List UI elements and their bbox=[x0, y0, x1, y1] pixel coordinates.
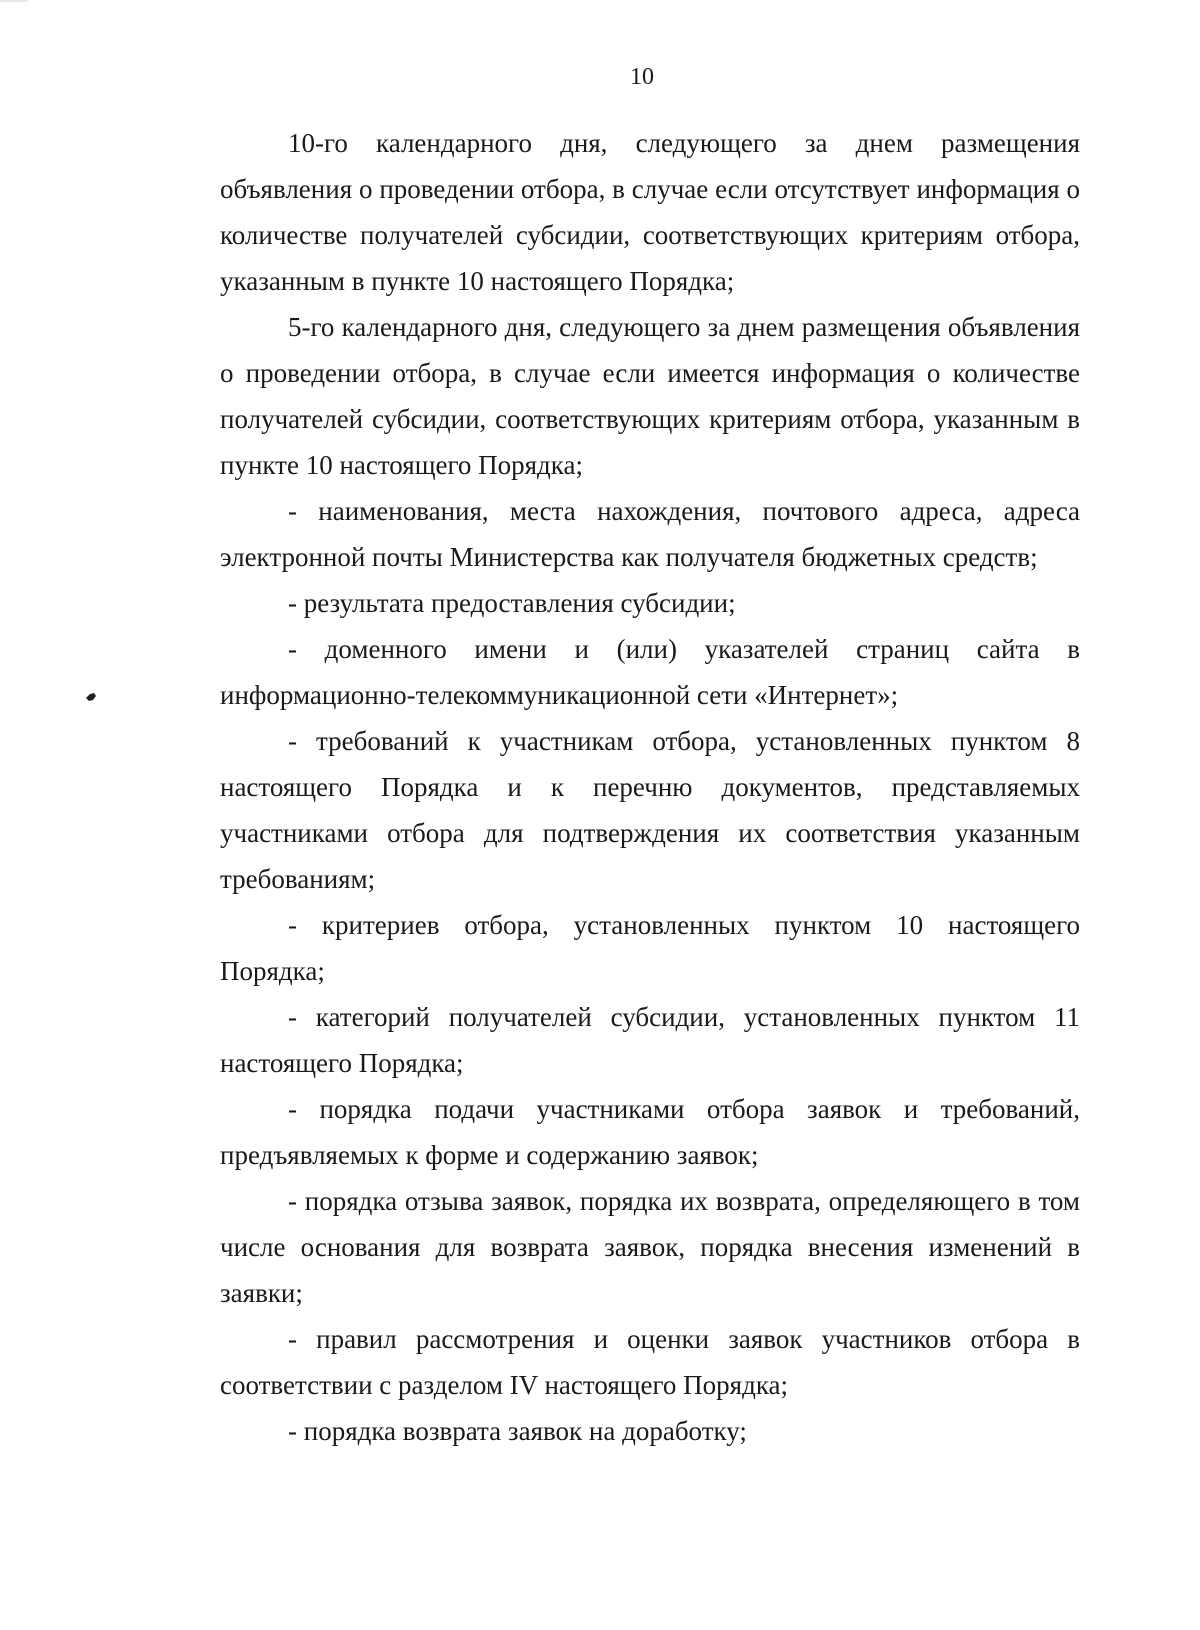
paragraph-10: - порядка отзыва заявок, порядка их возврата, определяющего в том числе основания для возврата заявок, порядка внесения изменений в заявки; bbox=[220, 1186, 1080, 1308]
paragraph-1: 10-го календарного дня, следующего за днем размещения объявления о проведении отбора, в случае если отсутствует информация о количестве получателей субсидии, соответствующих критериям отбора, указанным в пункте 10 настоящего Порядка; bbox=[220, 128, 1080, 296]
paragraph-11: - правил рассмотрения и оценки заявок участников отбора в соответствии с разделом IV настоящего Порядка; bbox=[220, 1324, 1080, 1400]
paragraph-2: 5-го календарного дня, следующего за днем размещения объявления о проведении отбора, в случае если имеется информация о количестве получателей субсидии, соответствующих критериям отбора, указанным в пункте 10 настоящего Порядка; bbox=[220, 312, 1080, 480]
scan-edge-mark bbox=[0, 0, 28, 2]
document-body bbox=[220, 120, 1080, 1454]
scan-speck-icon bbox=[84, 690, 98, 704]
paragraph-7: - критериев отбора, установленных пунктом 10 настоящего Порядка; bbox=[220, 910, 1080, 986]
paragraph-6: - требований к участникам отбора, установленных пунктом 8 настоящего Порядка и к перечню документов, представляемых участниками отбора для подтверждения их соответствия указанным требованиям; bbox=[220, 726, 1080, 894]
page-number: 10 bbox=[630, 64, 654, 90]
paragraph-3: - наименования, места нахождения, почтового адреса, адреса электронной почты Министерства как получателя бюджетных средств; bbox=[220, 496, 1080, 572]
paragraph-4: - результата предоставления субсидии; bbox=[288, 588, 736, 618]
paragraph-8: - категорий получателей субсидии, установленных пунктом 11 настоящего Порядка; bbox=[220, 1002, 1080, 1078]
paragraph-9: - порядка подачи участниками отбора заявок и требований, предъявляемых к форме и содержанию заявок; bbox=[220, 1094, 1080, 1170]
paragraph-12: - порядка возврата заявок на доработку; bbox=[288, 1416, 747, 1446]
paragraph-5: - доменного имени и (или) указателей страниц сайта в информационно-телекоммуникационной сети «Интернет»; bbox=[220, 634, 1080, 710]
